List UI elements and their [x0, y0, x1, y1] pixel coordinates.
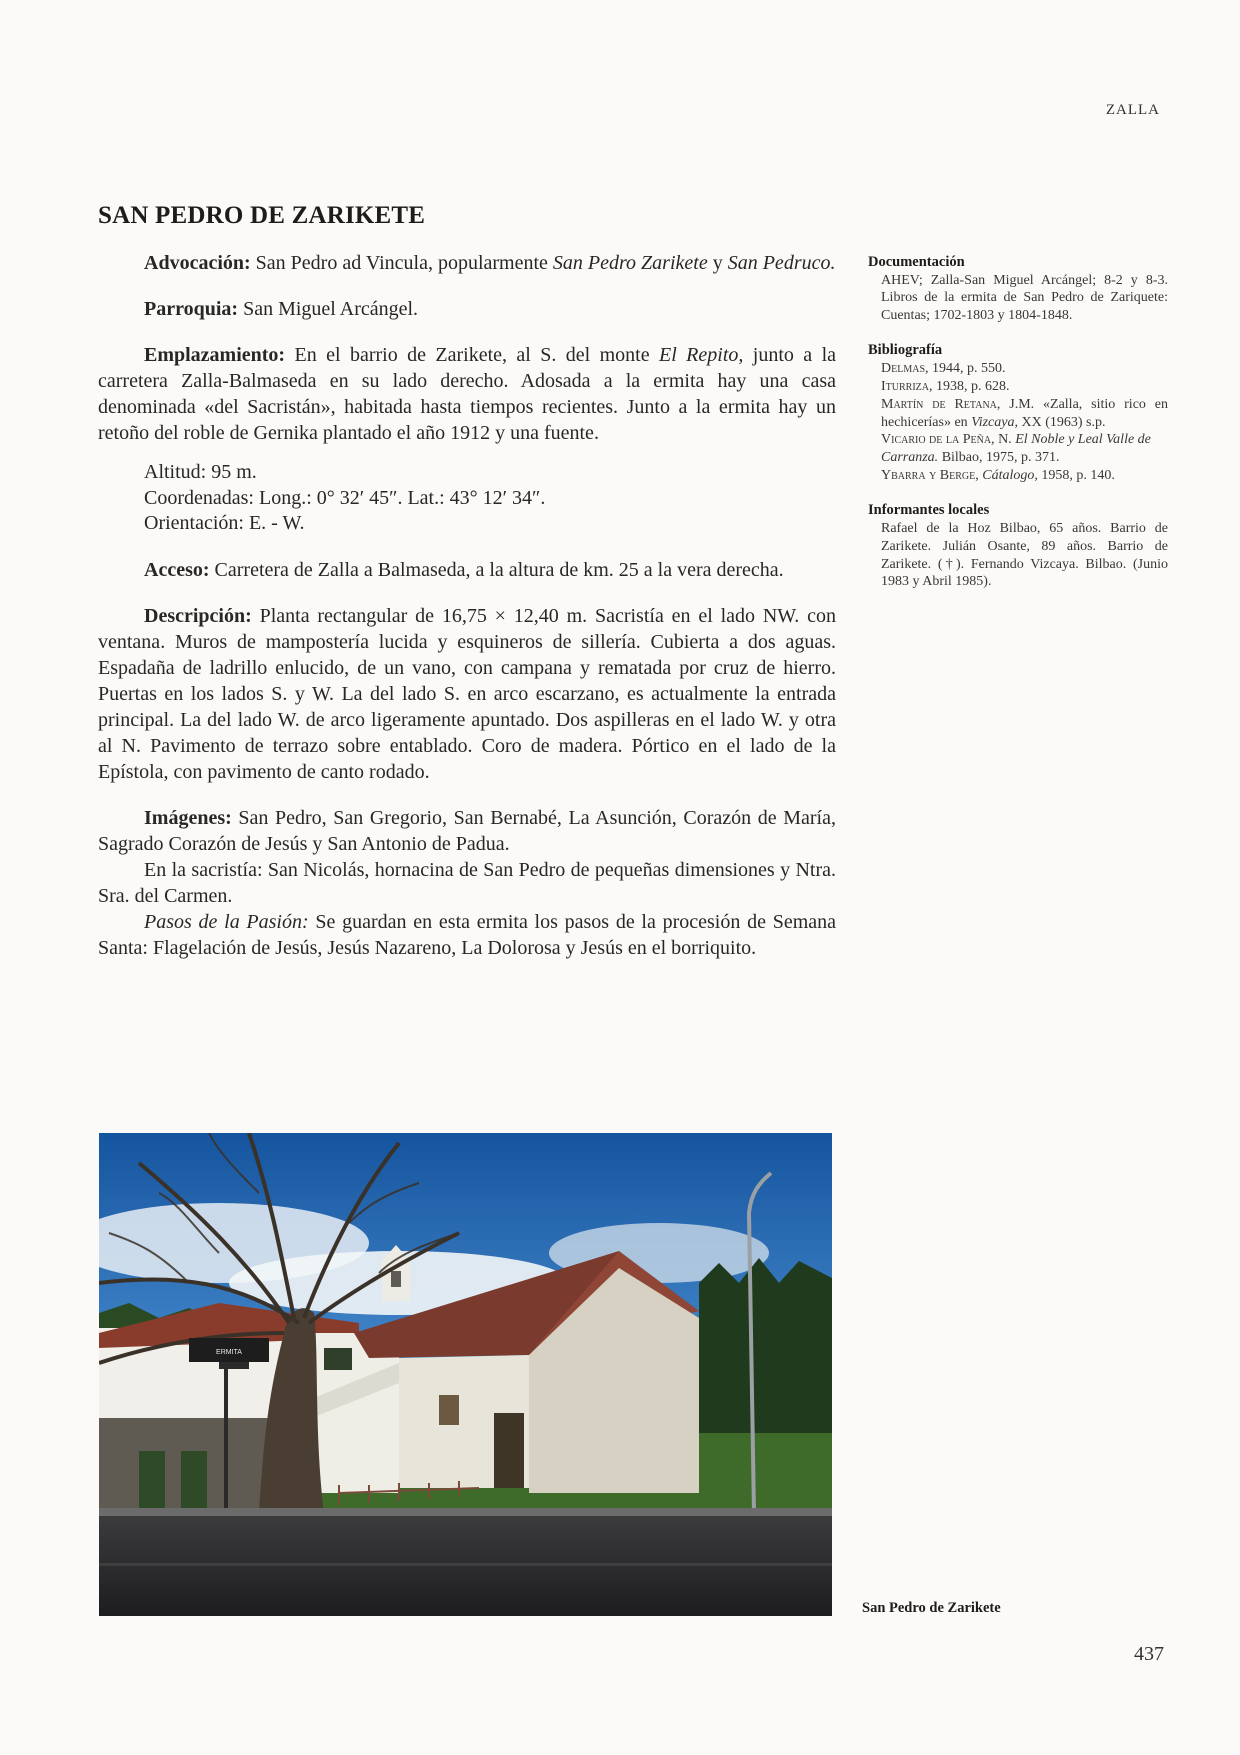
- pasos-label: Pasos de la Pasión:: [144, 910, 309, 933]
- sidebar: [868, 253, 1168, 607]
- bib-author: Delmas,: [881, 360, 929, 376]
- emplazamiento-text-2: junto a la carretera Zalla-Balmaseda en su lado derecho. Adosada a la ermita hay una casa denominada «del Sacristán», habitada hasta tiempos recientes. Junto a la ermita hay un retoño del roble de Gernika plantado el año 1912 y una fuente.: [98, 344, 837, 444]
- informantes-heading: Informantes locales: [868, 502, 990, 519]
- emplazamiento-text-1: En el barrio de Zarikete, al S. del monte: [294, 344, 650, 366]
- bib-title: Cátalogo,: [982, 468, 1038, 484]
- descripcion-label: Descripción:: [144, 604, 252, 627]
- advocacion-conj: y: [712, 252, 723, 274]
- emplazamiento-monte: El Repito,: [659, 344, 744, 366]
- bib-detail: 1944, p. 550.: [932, 360, 1006, 376]
- pasos-paragraph: [98, 909, 836, 961]
- informantes-section: [868, 501, 1168, 591]
- acceso-text: Carretera de Zalla a Balmaseda, a la altura de km. 25 a la vera derecha.: [214, 558, 784, 581]
- advocacion-label: Advocación:: [144, 252, 251, 274]
- advocacion-paragraph: [98, 250, 836, 276]
- bib-detail: 1938, p. 628.: [936, 378, 1010, 394]
- emplazamiento-label: Emplazamiento:: [144, 344, 286, 366]
- page-title: SAN PEDRO DE ZARIKETE: [98, 202, 426, 229]
- documentacion-section: [868, 253, 1168, 325]
- bibliografia-list: [881, 360, 1168, 485]
- bib-detail: J.M. «Zalla, sitio rico en hechicerías» en: [881, 396, 1168, 430]
- chapel-photo: [99, 1133, 832, 1616]
- acceso-label: Acceso:: [144, 558, 210, 581]
- altitud: Altitud: 95 m.: [144, 461, 257, 483]
- advocacion-name-2: San Pedruco.: [727, 252, 836, 274]
- coordenadas: Coordenadas: Long.: 0° 32′ 45″. Lat.: 43° 12′ 34″.: [144, 486, 546, 509]
- emplazamiento-paragraph: [98, 342, 836, 446]
- bibliografia-entry: [881, 467, 1168, 485]
- documentacion-text: AHEV; Zalla-San Miguel Arcángel; 8-2 y 8-3. Libros de la ermita de San Pedro de Zariquete: Cuentas; 1702-1803 y 1804-1848.: [881, 272, 1168, 324]
- bib-author: Vicario de la Peña,: [881, 432, 995, 448]
- bib-journal: Vizcaya,: [971, 414, 1018, 430]
- advocacion-text: San Pedro ad Vincula, popularmente: [255, 252, 548, 274]
- photo-caption: San Pedro de Zarikete: [862, 1600, 1001, 1616]
- main-text: [98, 250, 836, 961]
- bib-detail: Bilbao, 1975, p. 371.: [941, 450, 1060, 466]
- bib-detail: 1958, p. 140.: [1041, 468, 1115, 484]
- acceso-paragraph: [98, 557, 836, 583]
- page-number: 437: [1134, 1643, 1164, 1665]
- imagenes-text: San Pedro, San Gregorio, San Bernabé, La Asunción, Corazón de María, Sagrado Corazón de Jesús y San Antonio de Padua.: [98, 806, 836, 855]
- sacristia-paragraph: En la sacristía: San Nicolás, hornacina de San Pedro de pequeñas dimensiones y Ntra. Sra. del Carmen.: [98, 858, 836, 907]
- bibliografia-section: [868, 341, 1168, 485]
- road-sign-text: ERMITA: [216, 1349, 242, 1356]
- imagenes-label: Imágenes:: [144, 806, 232, 829]
- location-data: [144, 460, 836, 537]
- pasos-text: Se guardan en esta ermita los pasos de la procesión de Semana Santa: Flagelación de Jesús, Jesús Nazareno, La Dolorosa y Jesús en el borriquito.: [98, 910, 837, 959]
- documentacion-heading: Documentación: [868, 254, 965, 270]
- imagenes-paragraph: [98, 805, 836, 857]
- parroquia-label: Parroquia:: [144, 298, 239, 320]
- bib-title: El Noble y Leal Valle de Carranza.: [881, 432, 1151, 466]
- bib-author: Ybarra y Berge,: [881, 468, 979, 484]
- parroquia-paragraph: [98, 296, 836, 322]
- descripcion-text: Planta rectangular de 16,75 × 12,40 m. Sacristía en el lado NW. con ventana. Muros de mampostería lucida y esquineros de sillería. Cubierta a dos aguas. Espadaña de ladrillo enlucido, de un vano, con campana y rematada por cruz de hierro. Puertas en los lados S. y W. La del lado S. en arco escarzano, es actualmente la entrada principal. La del lado W. de arco ligeramente apuntado. Dos aspilleras en el lado W. y otra al N. Pavimento de terrazo sobre entablado. Coro de madera. Pórtico en el lado de la Epístola, con pavimento de canto rodado.: [98, 604, 837, 783]
- advocacion-name-1: San Pedro Zarikete: [552, 252, 708, 274]
- orientacion: Orientación: E. - W.: [144, 512, 305, 535]
- descripcion-paragraph: [98, 603, 836, 785]
- chapel-photo-illustration: [99, 1133, 832, 1616]
- bib-author: Iturriza,: [881, 378, 933, 394]
- informantes-text: Rafael de la Hoz Bilbao, 65 años. Barrio de Zarikete. Julián Osante, 89 años. Barrio de Zarikete. (†). Fernando Vizcaya. Bilbao. (Junio 1983 y Abril 1985).: [881, 520, 1168, 590]
- bibliografia-entry: [881, 378, 1168, 396]
- bibliografia-entry: [881, 396, 1168, 432]
- bibliografia-entry: [881, 360, 1168, 378]
- bib-detail: N.: [998, 432, 1012, 448]
- bibliografia-entry: [881, 431, 1168, 467]
- parroquia-text: San Miguel Arcángel.: [243, 298, 419, 320]
- bibliografia-heading: Bibliografía: [868, 342, 943, 359]
- bib-detail: XX (1963) s.p.: [1021, 414, 1106, 430]
- bib-author: Martín de Retana,: [881, 396, 1001, 412]
- running-head: ZALLA: [1105, 102, 1160, 118]
